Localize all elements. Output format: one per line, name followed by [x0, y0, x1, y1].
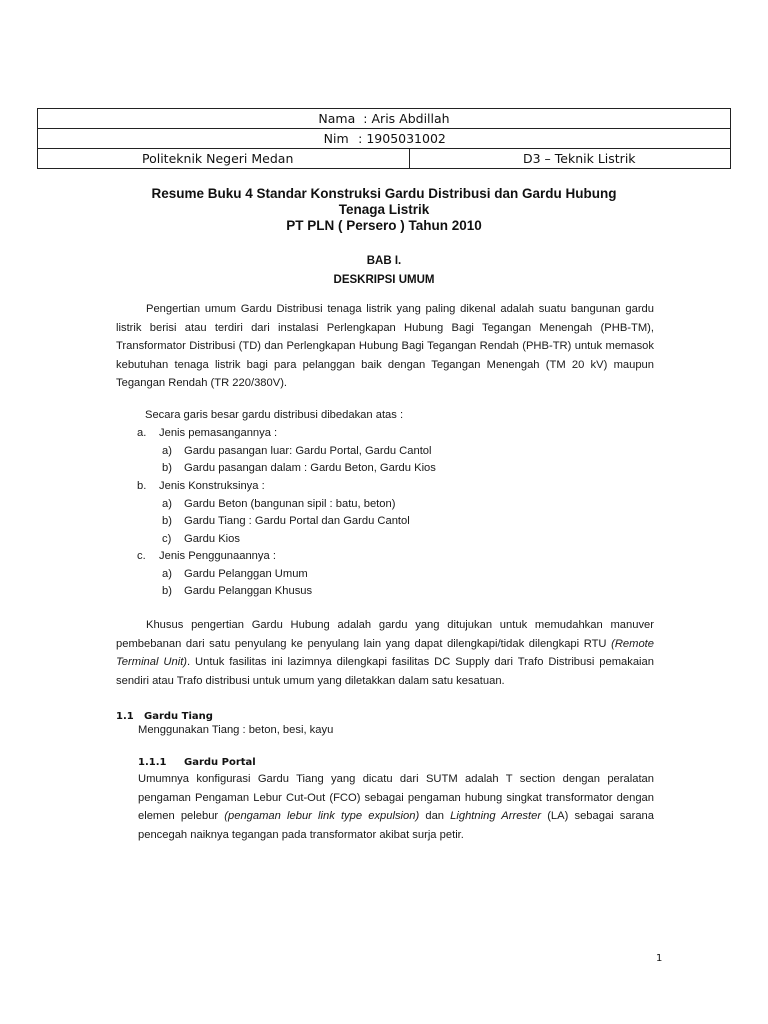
- nim-label: Nim: [323, 131, 349, 146]
- item-text: Gardu Pelanggan Umum: [184, 568, 308, 580]
- nim-value: 1905031002: [366, 131, 446, 146]
- title-line-3: PT PLN ( Persero ) Tahun 2010: [286, 218, 482, 233]
- section-title: Gardu Portal: [184, 757, 256, 768]
- institution-row: [38, 149, 731, 169]
- list-item: [162, 496, 395, 514]
- program-cell: D3 – Teknik Listrik: [410, 149, 731, 169]
- identity-table: [37, 108, 731, 169]
- list-item: [162, 443, 432, 461]
- list-item: [162, 566, 308, 584]
- section-1-1-body: Menggunakan Tiang : beton, besi, kayu: [138, 724, 334, 736]
- paragraph-text: . Untuk fasilitas ini lazimnya dilengkapi fasilitas DC Supply dari Trafo Distribusi pemakaian sendiri atau Trafo distribusi untuk umum yang diletakkan dalam satu kesatuan.: [116, 656, 654, 687]
- document-title: [100, 186, 668, 234]
- chapter-name: DESKRIPSI UMUM: [333, 274, 435, 286]
- nim-separator: :: [358, 131, 363, 146]
- paragraph-gardu-portal: [138, 770, 654, 844]
- item-text: Gardu Pelanggan Khusus: [184, 585, 313, 597]
- paragraph-gardu-hubung: [116, 616, 654, 690]
- group-marker: a.: [137, 427, 147, 439]
- item-marker: a): [162, 498, 172, 510]
- item-marker: c): [162, 533, 172, 545]
- title-line-2: Tenaga Listrik: [338, 202, 430, 217]
- item-text: Gardu pasangan luar: Gardu Portal, Gardu Cantol: [184, 445, 432, 457]
- group-label: Jenis Konstruksinya :: [159, 480, 265, 492]
- item-text: Gardu Kios: [184, 533, 240, 545]
- section-number: 1.1: [116, 711, 134, 722]
- name-label: Nama: [318, 111, 356, 126]
- paragraph-text: dan: [419, 810, 451, 823]
- item-marker: a): [162, 568, 172, 580]
- paragraph-gardu-distribusi: [116, 300, 654, 393]
- section-heading-1-1-1: [138, 757, 256, 768]
- classification-intro: Secara garis besar gardu distribusi dibedakan atas :: [145, 409, 404, 421]
- group-label: Jenis Penggunaannya :: [159, 550, 276, 562]
- name-row: [38, 109, 731, 129]
- name-value: Aris Abdillah: [371, 111, 450, 126]
- section-number: 1.1.1: [138, 757, 167, 768]
- institution-cell: Politeknik Negeri Medan: [38, 149, 410, 169]
- nim-row: [38, 129, 731, 149]
- name-separator: :: [363, 111, 368, 126]
- list-item: [162, 513, 410, 531]
- section-heading-1-1: [116, 711, 213, 722]
- paragraph-text: Khusus pengertian Gardu Hubung adalah gardu yang ditujukan untuk memudahkan manuver pembebanan dari satu penyulang ke penyulang lain yang dapat dilengkapi/tidak dilengkapi RTU: [116, 619, 654, 650]
- item-marker: b): [162, 462, 172, 474]
- paragraph-text: (LA) sebagai sarana pencegah naiknya tegangan pada transformator akibat surja petir.: [138, 810, 655, 841]
- item-marker: b): [162, 585, 172, 597]
- page-number: 1: [656, 953, 663, 964]
- list-group-a: [137, 425, 277, 443]
- paragraph-italic: (Remote Terminal Unit): [116, 637, 654, 669]
- item-marker: b): [162, 515, 172, 527]
- chapter-heading: [100, 252, 668, 290]
- title-line-1: Resume Buku 4 Standar Konstruksi Gardu Distribusi dan Gardu Hubung: [151, 186, 617, 201]
- list-item: [162, 583, 312, 601]
- item-text: Gardu Beton (bangunan sipil : batu, beton): [184, 498, 396, 510]
- item-marker: a): [162, 445, 172, 457]
- item-text: Gardu pasangan dalam : Gardu Beton, Gardu Kios: [184, 462, 436, 474]
- chapter-label: BAB I.: [366, 255, 402, 267]
- list-group-b: [137, 478, 265, 496]
- group-marker: c.: [137, 550, 146, 562]
- paragraph-text: Umumnya konfigurasi Gardu Tiang yang dicatu dari SUTM adalah T section dengan peralatan pengaman Pengaman Lebur Cut-Out (FCO) sebagai pengaman hubung singkat transformator dengan elemen pelebur: [138, 773, 654, 823]
- item-text: Gardu Tiang : Gardu Portal dan Gardu Cantol: [184, 515, 410, 527]
- paragraph-text: Pengertian umum Gardu Distribusi tenaga listrik yang paling dikenal adalah suatu bangunan gardu listrik berisi atau terdiri dari instalasi Perlengkapan Hubung Bagi Tegangan Menengah (PHB-TM), Transformator Distribusi (TD) dan Perlengkapan Hubung Bagi Tegangan Rendah (PHB-TR) untuk memasok kebutuhan tenaga listrik bagi para pelanggan baik dengan Tegangan Menengah (TM 20 kV) maupun Tegangan Rendah (TR 220/380V).: [116, 303, 654, 390]
- paragraph-italic: (pengaman lebur link type expulsion): [224, 810, 420, 823]
- paragraph-italic: Lightning Arrester: [450, 810, 542, 823]
- list-item: [162, 460, 436, 478]
- nim-cell: [38, 129, 731, 149]
- section-title: Gardu Tiang: [144, 711, 213, 722]
- group-marker: b.: [137, 480, 147, 492]
- list-group-c: [137, 548, 276, 566]
- group-label: Jenis pemasangannya :: [159, 427, 278, 439]
- list-item: [162, 531, 240, 549]
- name-cell: [38, 109, 731, 129]
